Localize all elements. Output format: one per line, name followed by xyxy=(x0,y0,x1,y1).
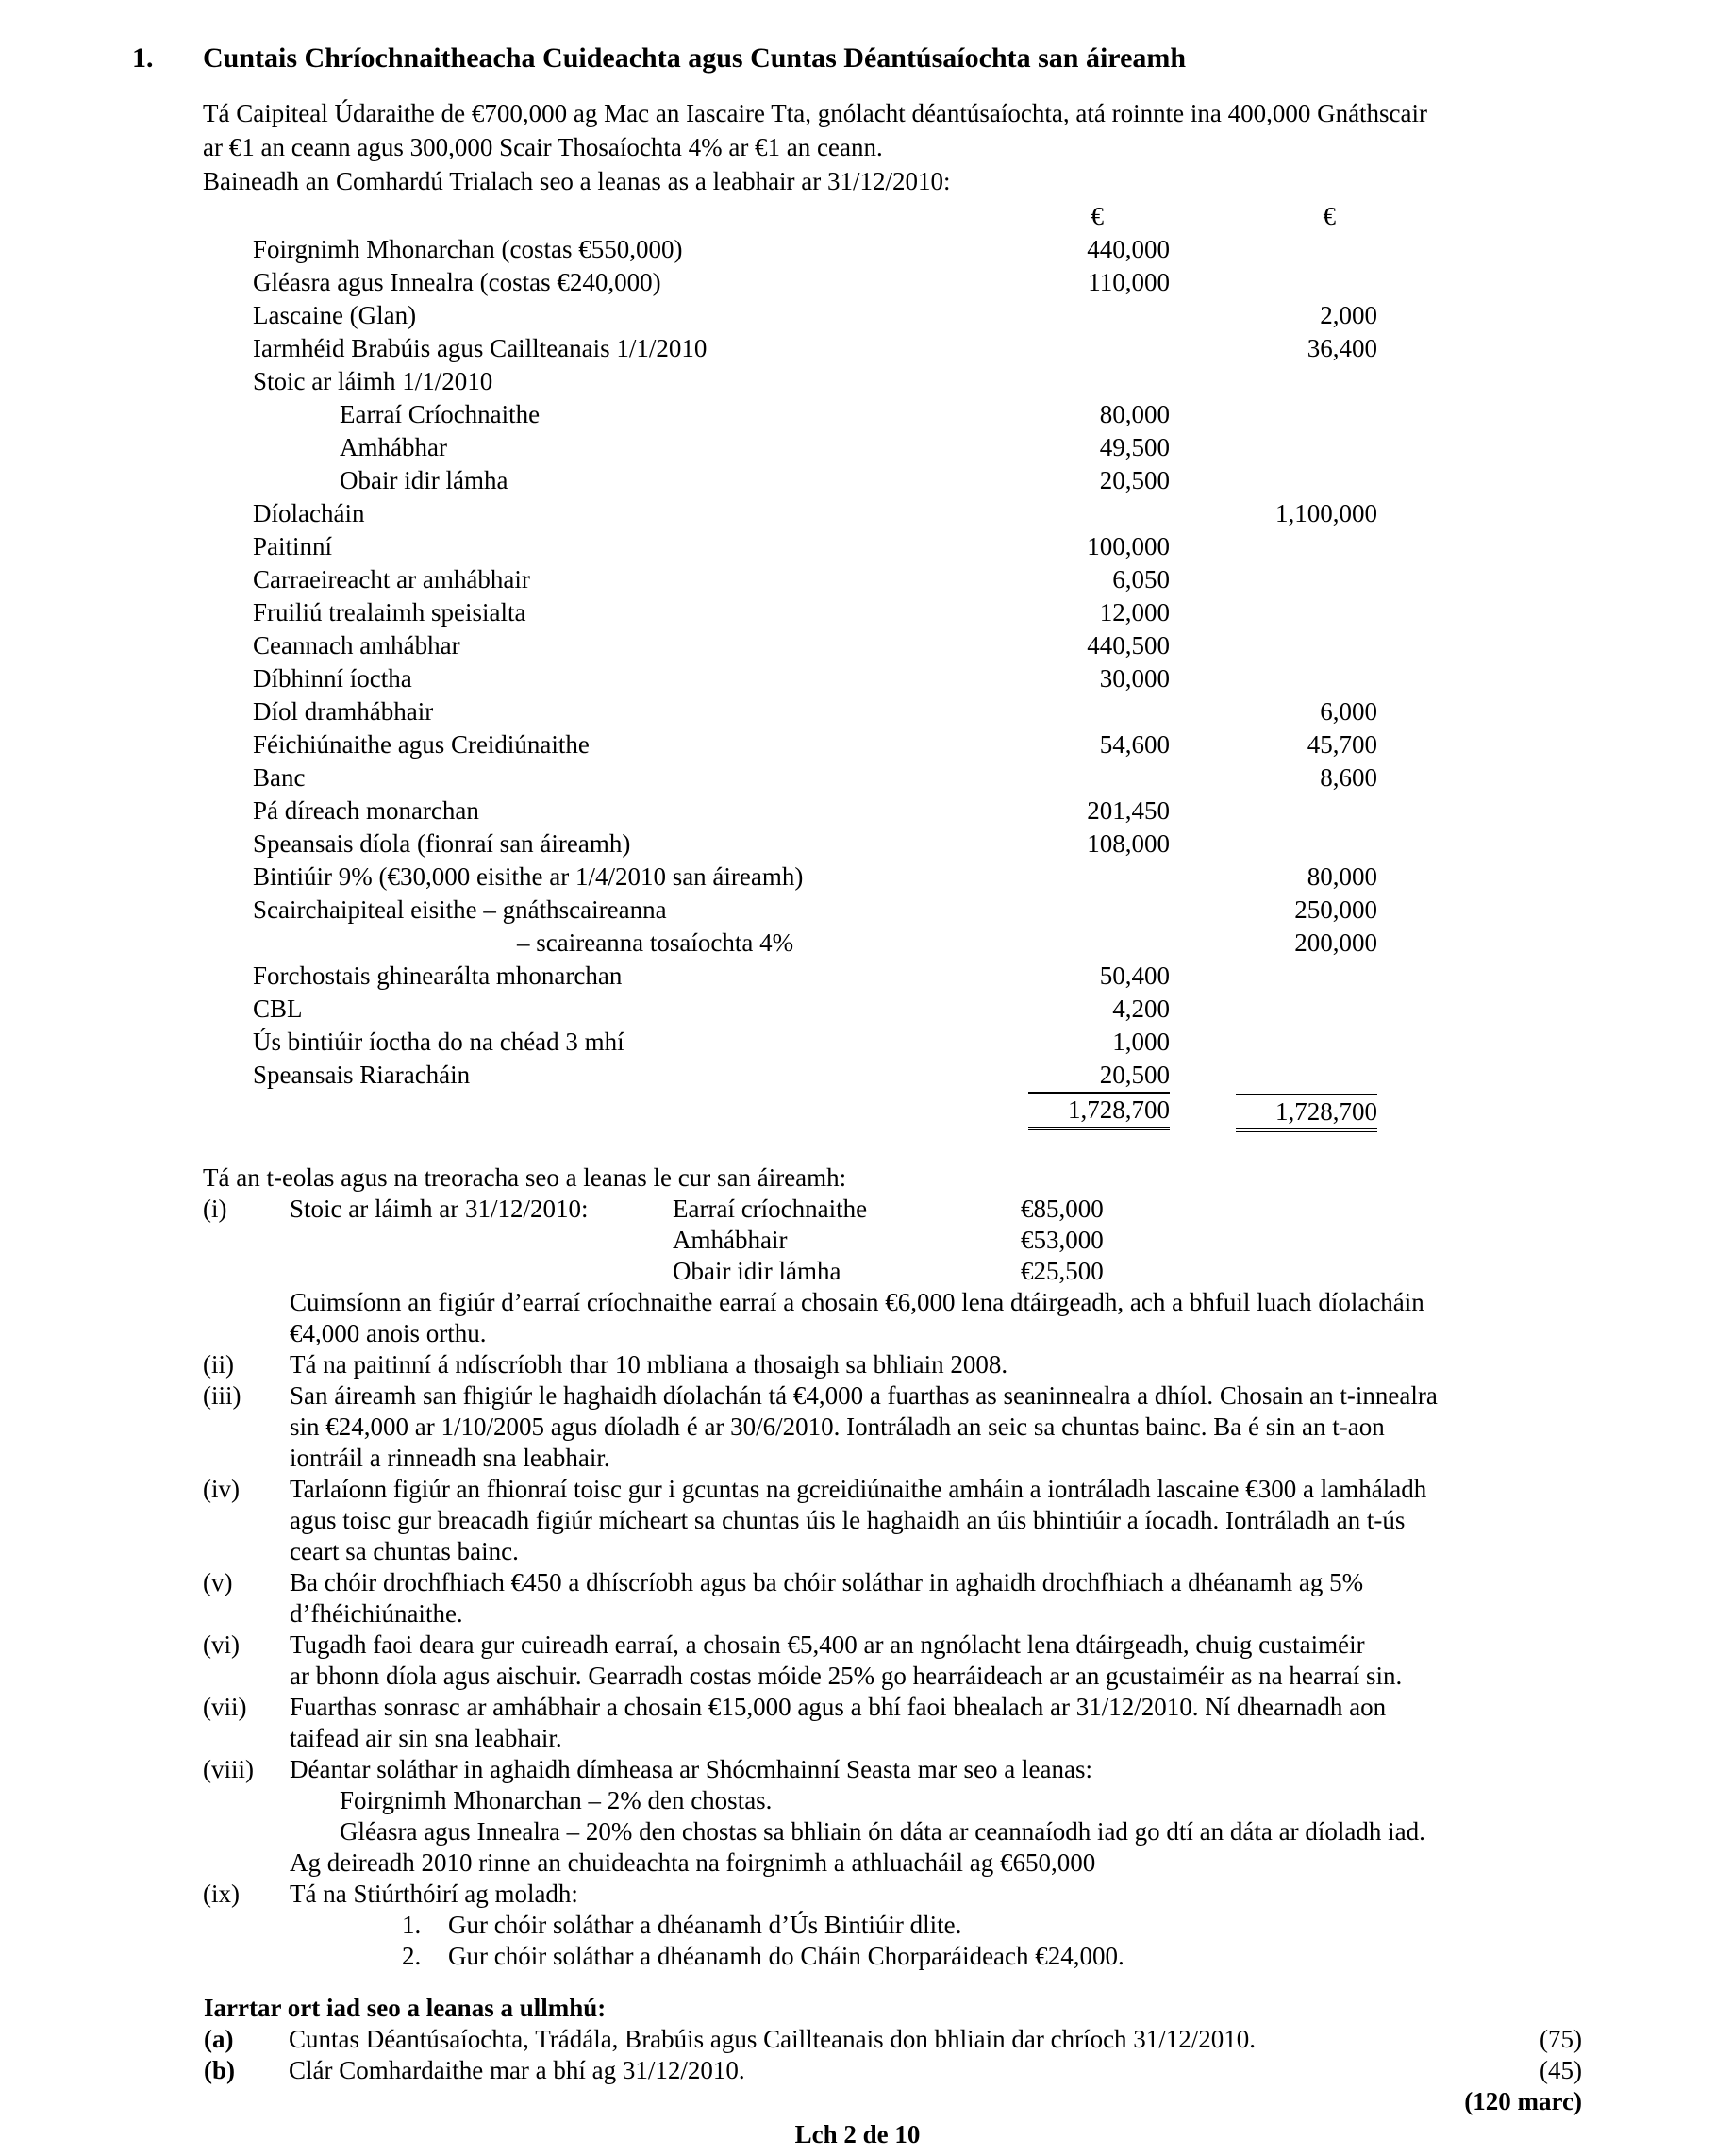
trial-balance-row xyxy=(253,332,1377,365)
intro-line: ar €1 an ceann agus 300,000 Scair Thosaíochta 4% ar €1 an ceann. xyxy=(203,133,883,161)
debit-cell xyxy=(981,563,1170,596)
note-text-line: ceart sa chuntas bainc. xyxy=(290,1537,519,1565)
intro-line: Tá Caipiteal Údaraithe de €700,000 ag Mac an Iascaire Tta, gnólacht déantúsaíochta, atá roinnte ina 400,000 Gnáthscair xyxy=(203,99,1428,127)
note-label: (v) xyxy=(203,1568,233,1596)
note-item xyxy=(203,1754,1715,1879)
note-body xyxy=(290,1630,1715,1692)
debit-cell xyxy=(981,662,1170,695)
currency-header-credit: € xyxy=(1323,202,1336,230)
debit-cell xyxy=(981,695,1170,728)
debit-cell xyxy=(981,431,1170,464)
note-sub-line: Gléasra agus Innealra – 20% den chostas sa bhliain ón dáta ar ceannaíodh iad go dtí an dáta ar díoladh iad. xyxy=(340,1817,1425,1846)
debit-cell xyxy=(981,365,1170,398)
trial-balance-header-row xyxy=(253,200,1377,233)
debit-amount: 30,000 xyxy=(1099,664,1170,693)
trial-balance-row xyxy=(253,960,1377,993)
question-title: Cuntais Chríochnaitheacha Cuideachta agus Cuntas Déantúsaíochta san áireamh xyxy=(203,42,1187,74)
account-label: Amhábhar xyxy=(340,433,447,461)
trial-balance-row xyxy=(253,365,1377,398)
debit-amount: 50,400 xyxy=(1099,961,1170,990)
notes-list xyxy=(203,1194,1715,1972)
account-label: Speansais Riaracháin xyxy=(253,1061,471,1089)
account-label: Iarmhéid Brabúis agus Caillteanais 1/1/2010 xyxy=(253,334,708,362)
credit-cell xyxy=(1170,233,1377,266)
debit-amount: 440,500 xyxy=(1087,631,1170,660)
account-label: – scaireanna tosaíochta 4% xyxy=(517,928,794,957)
intro-paragraph xyxy=(203,96,1715,198)
page-footer: Lch 2 de 10 xyxy=(794,2120,921,2148)
totals-credit-cell xyxy=(1170,1094,1377,1132)
stock-item-value: €85,000 xyxy=(1021,1195,1104,1223)
debit-cell xyxy=(981,894,1170,927)
note-label: (vii) xyxy=(203,1693,247,1721)
trial-balance-row xyxy=(253,861,1377,894)
header-spacer xyxy=(253,200,915,233)
credit-amount: 250,000 xyxy=(1294,895,1377,924)
credit-amount: 80,000 xyxy=(1307,862,1377,891)
credit-cell xyxy=(1170,365,1377,398)
credit-cell xyxy=(1170,299,1377,332)
trial-balance-row xyxy=(253,299,1377,332)
stock-item-name: Amhábhair xyxy=(673,1226,788,1254)
debit-cell xyxy=(981,1026,1170,1059)
debit-cell xyxy=(981,464,1170,497)
note-text-line: d’fhéichiúnaithe. xyxy=(290,1599,463,1628)
tasks-section xyxy=(204,1993,1582,2117)
tasks-header: Iarrtar ort iad seo a leanas a ullmhú: xyxy=(204,1994,607,2022)
trial-balance-row xyxy=(253,431,1377,464)
credit-cell xyxy=(1170,794,1377,827)
trial-balance-totals-row xyxy=(253,1094,1377,1132)
credit-cell xyxy=(1170,431,1377,464)
note-text-line: Tugadh faoi deara gur cuireadh earraí, a chosain €5,400 ar an ngnólacht lena dtáirgeadh, chuig custaiméir xyxy=(290,1630,1365,1659)
account-label: Foirgnimh Mhonarchan (costas €550,000) xyxy=(253,235,683,263)
debit-amount: 201,450 xyxy=(1087,796,1170,825)
debit-amount: 108,000 xyxy=(1087,829,1170,858)
trial-balance-row xyxy=(253,563,1377,596)
task-marks: (75) xyxy=(1540,2025,1582,2053)
trial-balance-row xyxy=(253,761,1377,794)
credit-amount: 1,100,000 xyxy=(1275,499,1377,527)
credit-amount: 2,000 xyxy=(1320,301,1377,329)
trial-balance-row xyxy=(253,497,1377,530)
debit-cell xyxy=(981,398,1170,431)
note-text-line: Fuarthas sonrasc ar amhábhair a chosain €15,000 agus a bhí faoi bhealach ar 31/12/2010. Ní dhearnadh aon xyxy=(290,1693,1387,1721)
credit-cell xyxy=(1170,266,1377,299)
account-label: Earraí Críochnaithe xyxy=(340,400,541,428)
trial-balance-row xyxy=(253,695,1377,728)
credit-cell xyxy=(1170,960,1377,993)
trial-balance-row xyxy=(253,629,1377,662)
stock-item-name: Earraí críochnaithe xyxy=(673,1195,868,1223)
debit-cell xyxy=(981,927,1170,960)
totals-debit-cell xyxy=(981,1094,1170,1132)
stock-row xyxy=(290,1256,1715,1287)
stock-caption: Stoic ar láimh ar 31/12/2010: xyxy=(290,1195,589,1223)
credit-cell xyxy=(1170,1059,1377,1094)
note-label: (ix) xyxy=(203,1880,240,1908)
debit-amount: 440,000 xyxy=(1087,235,1170,263)
account-label: Ús bintiúir íoctha do na chéad 3 mhí xyxy=(253,1028,624,1056)
note-sub-line: Foirgnimh Mhonarchan – 2% den chostas. xyxy=(340,1786,773,1814)
stock-item-value: €53,000 xyxy=(1021,1226,1104,1254)
credit-cell xyxy=(1170,728,1377,761)
account-label: Bintiúir 9% (€30,000 eisithe ar 1/4/2010 san áireamh) xyxy=(253,862,804,891)
trial-balance-row xyxy=(253,794,1377,827)
credit-cell xyxy=(1170,530,1377,563)
credit-amount: 8,600 xyxy=(1320,763,1377,792)
debit-cell xyxy=(981,332,1170,365)
debit-amount: 20,500 xyxy=(1099,466,1170,494)
credit-cell xyxy=(1170,993,1377,1026)
debit-cell xyxy=(981,299,1170,332)
debit-amount: 54,600 xyxy=(1099,730,1170,759)
note-body xyxy=(290,1194,1715,1349)
stock-caption xyxy=(290,1225,673,1256)
credit-cell xyxy=(1170,761,1377,794)
credit-cell xyxy=(1170,927,1377,960)
total-debit: 1,728,700 xyxy=(1028,1094,1170,1130)
totals-spacer xyxy=(253,1094,981,1132)
note-body xyxy=(290,1349,1715,1380)
task-text: Cuntas Déantúsaíochta, Trádála, Brabúis agus Caillteanais don bhliain dar chríoch 31/12/2010. xyxy=(289,2025,1257,2053)
account-label: Díol dramhábhair xyxy=(253,697,434,726)
note-text-line: agus toisc gur breacadh figiúr mícheart sa chuntas úis le haghaidh an úis bhintiúir a íocadh. Iontráladh an t-ús xyxy=(290,1506,1406,1534)
notes-intro: Tá an t-eolas agus na treoracha seo a leanas le cur san áireamh: xyxy=(203,1163,847,1192)
trial-balance-row xyxy=(253,894,1377,927)
note-text-line: Cuimsíonn an figiúr d’earraí críochnaithe earraí a chosain €6,000 lena dtáirgeadh, ach a bhfuil luach díolacháin xyxy=(290,1288,1424,1316)
debit-cell xyxy=(981,530,1170,563)
trial-balance-row xyxy=(253,398,1377,431)
trial-balance-rows xyxy=(253,233,1377,1094)
note-label: (i) xyxy=(203,1195,227,1223)
account-label: Fruiliú trealaimh speisialta xyxy=(253,598,526,627)
trial-balance-row xyxy=(253,993,1377,1026)
total-marks: (120 marc) xyxy=(1464,2087,1582,2115)
intro-line: Baineadh an Comhardú Trialach seo a leanas as a leabhair ar 31/12/2010: xyxy=(203,167,951,195)
note-text-line: taifead air sin sna leabhair. xyxy=(290,1724,562,1752)
credit-cell xyxy=(1170,497,1377,530)
debit-cell xyxy=(981,960,1170,993)
note-text-line: €4,000 anois orthu. xyxy=(290,1319,487,1347)
stock-item-name: Obair idir lámha xyxy=(673,1257,841,1285)
note-body xyxy=(290,1567,1715,1630)
trial-balance-row xyxy=(253,1026,1377,1059)
account-label: Scairchaipiteal eisithe – gnáthscaireanna xyxy=(253,895,667,924)
credit-cell xyxy=(1170,629,1377,662)
task-label: (b) xyxy=(204,2056,235,2084)
debit-amount: 4,200 xyxy=(1112,994,1170,1023)
debit-amount: 100,000 xyxy=(1087,532,1170,560)
note-numbered-item xyxy=(290,1941,1715,1972)
credit-cell xyxy=(1170,827,1377,861)
note-body xyxy=(290,1754,1715,1879)
task-label: (a) xyxy=(204,2025,234,2053)
note-item xyxy=(203,1380,1715,1474)
credit-cell xyxy=(1170,662,1377,695)
trial-balance-table xyxy=(253,200,1377,1132)
note-text-line: iontráil a rinneadh sna leabhair. xyxy=(290,1444,610,1472)
note-body xyxy=(290,1474,1715,1567)
note-label: (ii) xyxy=(203,1350,234,1379)
trial-balance-row xyxy=(253,927,1377,960)
credit-cell xyxy=(1170,861,1377,894)
trial-balance-row xyxy=(253,530,1377,563)
account-label: Paitinní xyxy=(253,532,333,560)
account-label: Gléasra agus Innealra (costas €240,000) xyxy=(253,268,661,296)
debit-amount: 80,000 xyxy=(1099,400,1170,428)
question-heading xyxy=(132,0,1715,77)
numbered-item-text: Gur chóir soláthar a dhéanamh d’Ús Bintiúir dlite. xyxy=(448,1911,962,1939)
debit-cell xyxy=(981,233,1170,266)
numbered-item-number: 1. xyxy=(402,1911,422,1939)
note-body xyxy=(290,1380,1715,1474)
note-text-line: San áireamh san fhigiúr le haghaidh díolachán tá €4,000 a fuarthas as seaninnealra a dhíol. Chosain an t-innealra xyxy=(290,1381,1438,1410)
account-label: Féichiúnaithe agus Creidiúnaithe xyxy=(253,730,590,759)
note-text-line: Tarlaíonn figiúr an fhionraí toisc gur i gcuntas na gcreidiúnaithe amháin a iontráladh lascaine €300 a lamháladh xyxy=(290,1475,1427,1503)
trial-balance-row xyxy=(253,1059,1377,1094)
account-label: Carraeireacht ar amhábhair xyxy=(253,565,530,593)
note-item xyxy=(203,1194,1715,1349)
debit-amount: 110,000 xyxy=(1088,268,1170,296)
debit-cell xyxy=(981,1059,1170,1094)
note-text-line: Déantar soláthar in aghaidh dímheasa ar Shócmhainní Seasta mar seo a leanas: xyxy=(290,1755,1092,1783)
note-item xyxy=(203,1879,1715,1972)
debit-amount: 20,500 xyxy=(1028,1059,1170,1094)
note-text-line: ar bhonn díola agus aischuir. Gearradh costas móide 25% go hearráideach ar an gcustaiméir as na hearraí sin. xyxy=(290,1662,1403,1690)
task-row xyxy=(204,2055,1582,2086)
note-text-line: sin €24,000 ar 1/10/2005 agus díoladh é ar 30/6/2010. Iontráladh an seic sa chuntas bainc. Ba é sin an t-aon xyxy=(290,1412,1385,1441)
credit-amount: 6,000 xyxy=(1320,697,1377,726)
stock-caption xyxy=(290,1256,673,1287)
note-body xyxy=(290,1879,1715,1972)
task-rows xyxy=(204,2024,1582,2086)
trial-balance-row xyxy=(253,662,1377,695)
debit-cell xyxy=(981,596,1170,629)
trial-balance-row xyxy=(253,596,1377,629)
credit-cell xyxy=(1170,695,1377,728)
note-text-line: Tá na Stiúrthóirí ag moladh: xyxy=(290,1880,578,1908)
note-item xyxy=(203,1474,1715,1567)
debit-cell xyxy=(981,827,1170,861)
credit-cell xyxy=(1170,1026,1377,1059)
account-label: Speansais díola (fionraí san áireamh) xyxy=(253,829,631,858)
trial-balance-row xyxy=(253,266,1377,299)
debit-cell xyxy=(981,761,1170,794)
account-label: Banc xyxy=(253,763,306,792)
account-label: Obair idir lámha xyxy=(340,466,508,494)
stock-item-value: €25,500 xyxy=(1021,1257,1104,1285)
currency-header-debit: € xyxy=(1091,202,1104,230)
credit-amount: 45,700 xyxy=(1307,730,1377,759)
note-label: (iv) xyxy=(203,1475,240,1503)
task-text: Clár Comhardaithe mar a bhí ag 31/12/2010. xyxy=(289,2056,745,2084)
debit-amount: 1,000 xyxy=(1112,1028,1170,1056)
credit-cell xyxy=(1170,464,1377,497)
credit-cell xyxy=(1170,894,1377,927)
stock-row xyxy=(290,1225,1715,1256)
debit-amount: 6,050 xyxy=(1112,565,1170,593)
numbered-item-number: 2. xyxy=(402,1942,422,1970)
task-row xyxy=(204,2024,1582,2055)
note-item xyxy=(203,1349,1715,1380)
total-credit: 1,728,700 xyxy=(1236,1094,1377,1132)
debit-cell xyxy=(981,861,1170,894)
account-label: Forchostais ghinearálta mhonarchan xyxy=(253,961,623,990)
stock-row xyxy=(290,1194,1715,1225)
account-label: Ceannach amhábhar xyxy=(253,631,460,660)
debit-cell xyxy=(981,266,1170,299)
debit-cell xyxy=(981,794,1170,827)
credit-amount: 36,400 xyxy=(1307,334,1377,362)
debit-cell xyxy=(981,728,1170,761)
credit-cell xyxy=(1170,332,1377,365)
note-body xyxy=(290,1692,1715,1754)
note-tail-line: Ag deireadh 2010 rinne an chuideachta na foirgnimh a athluacháil ag €650,000 xyxy=(290,1848,1096,1877)
account-label: Díolacháin xyxy=(253,499,365,527)
trial-balance-row xyxy=(253,464,1377,497)
note-item xyxy=(203,1567,1715,1630)
credit-cell xyxy=(1170,563,1377,596)
note-label: (iii) xyxy=(203,1381,241,1410)
note-label: (viii) xyxy=(203,1755,254,1783)
note-numbered-item xyxy=(290,1910,1715,1941)
credit-cell xyxy=(1170,596,1377,629)
account-label: Díbhinní íoctha xyxy=(253,664,412,693)
credit-amount: 200,000 xyxy=(1294,928,1377,957)
debit-amount: 12,000 xyxy=(1099,598,1170,627)
note-text-line: Tá na paitinní á ndíscríobh thar 10 mbliana a thosaigh sa bhliain 2008. xyxy=(290,1350,1008,1379)
debit-cell xyxy=(981,993,1170,1026)
note-item xyxy=(203,1630,1715,1692)
note-label: (vi) xyxy=(203,1630,240,1659)
numbered-item-text: Gur chóir soláthar a dhéanamh do Cháin Chorparáideach €24,000. xyxy=(448,1942,1124,1970)
debit-cell xyxy=(981,629,1170,662)
debit-cell xyxy=(981,497,1170,530)
account-label: Pá díreach monarchan xyxy=(253,796,479,825)
trial-balance-row xyxy=(253,728,1377,761)
note-item xyxy=(203,1692,1715,1754)
trial-balance-row xyxy=(253,827,1377,861)
debit-amount: 49,500 xyxy=(1099,433,1170,461)
account-label: CBL xyxy=(253,994,303,1023)
trial-balance-row xyxy=(253,233,1377,266)
note-text-line: Ba chóir drochfhiach €450 a dhíscríobh agus ba chóir soláthar in aghaidh drochfhiach a dhéanamh ag 5% xyxy=(290,1568,1364,1596)
question-number: 1. xyxy=(132,42,154,74)
account-label: Stoic ar láimh 1/1/2010 xyxy=(253,367,493,395)
task-marks: (45) xyxy=(1540,2056,1582,2084)
credit-cell xyxy=(1170,398,1377,431)
account-label: Lascaine (Glan) xyxy=(253,301,417,329)
